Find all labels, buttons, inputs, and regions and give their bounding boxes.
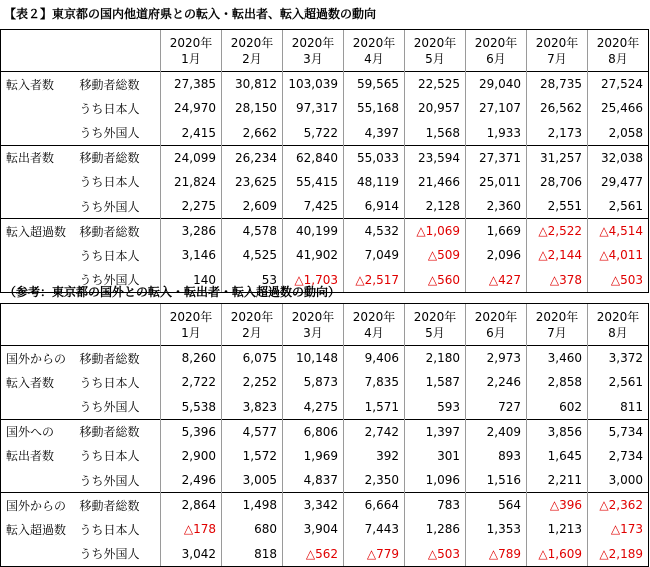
value-cell: 7,049	[344, 243, 405, 268]
value-cell: 20,957	[405, 96, 466, 121]
value-cell: 26,234	[222, 145, 283, 170]
value-cell: 4,275	[283, 395, 344, 420]
value-cell: 1,096	[405, 468, 466, 493]
month-header	[466, 304, 527, 346]
value-cell: 24,099	[161, 145, 222, 170]
header-year: 2020年	[230, 35, 274, 50]
header-year: 2020年	[596, 309, 640, 324]
value-cell: 7,425	[283, 194, 344, 219]
table2	[0, 303, 649, 567]
value-cell: 41,902	[283, 243, 344, 268]
value-cell: 3,904	[283, 517, 344, 542]
row-label: うち外国人	[79, 400, 140, 414]
header-corner	[1, 30, 161, 72]
value-cell: 29,040	[466, 72, 527, 97]
group-label	[1, 170, 75, 195]
table-row	[1, 395, 649, 420]
group-label: 国外からの	[1, 346, 75, 371]
value-cell: △1,609	[527, 542, 588, 567]
group-label: 転出者数	[1, 145, 75, 170]
value-cell: 7,443	[344, 517, 405, 542]
value-cell: 28,150	[222, 96, 283, 121]
value-cell: 9,406	[344, 346, 405, 371]
value-cell: △178	[161, 517, 222, 542]
table-row	[1, 419, 649, 444]
value-cell: 3,372	[588, 346, 649, 371]
value-cell: 593	[405, 395, 466, 420]
month-header	[588, 30, 649, 72]
value-cell: 1,933	[466, 121, 527, 146]
row-label: うち外国人	[75, 542, 161, 567]
value-cell: 6,806	[283, 419, 344, 444]
header-month: 6月	[486, 51, 506, 66]
value-cell: 3,005	[222, 468, 283, 493]
value-cell: 7,835	[344, 370, 405, 395]
value-cell: 2,252	[222, 370, 283, 395]
value-cell: △562	[283, 542, 344, 567]
value-cell: △2,517	[344, 268, 405, 293]
value-cell: 5,722	[283, 121, 344, 146]
value-cell: 6,075	[222, 346, 283, 371]
value-cell: 727	[466, 395, 527, 420]
value-cell: 818	[222, 542, 283, 567]
group-label: 転入超過数	[1, 517, 75, 542]
value-cell: 2,742	[344, 419, 405, 444]
value-cell: 301	[405, 444, 466, 469]
header-month: 4月	[364, 51, 384, 66]
value-cell: 25,466	[588, 96, 649, 121]
month-header	[405, 30, 466, 72]
value-cell: 1,645	[527, 444, 588, 469]
value-cell: 2,561	[588, 370, 649, 395]
value-cell: 602	[527, 395, 588, 420]
header-month: 4月	[364, 325, 384, 340]
header-year: 2020年	[352, 35, 396, 50]
table-row	[1, 346, 649, 371]
value-cell: 21,824	[161, 170, 222, 195]
table-row	[1, 219, 649, 244]
value-cell: 27,385	[161, 72, 222, 97]
value-cell: 2,360	[466, 194, 527, 219]
value-cell: 2,864	[161, 493, 222, 518]
group-label: 転入者数	[1, 72, 75, 97]
value-cell: 1,397	[405, 419, 466, 444]
header-year: 2020年	[413, 35, 457, 50]
value-cell: 22,525	[405, 72, 466, 97]
value-cell: 28,735	[527, 72, 588, 97]
group-label	[1, 468, 75, 493]
header-month: 3月	[303, 51, 323, 66]
value-cell: 48,119	[344, 170, 405, 195]
value-cell: △2,189	[588, 542, 649, 567]
value-cell: 40,199	[283, 219, 344, 244]
group-label	[1, 395, 75, 420]
value-cell: △1,703	[283, 268, 344, 293]
value-cell: △2,362	[588, 493, 649, 518]
value-cell: 1,571	[344, 395, 405, 420]
value-cell: 1,213	[527, 517, 588, 542]
value-cell: 1,587	[405, 370, 466, 395]
value-cell: △4,514	[588, 219, 649, 244]
value-cell: 3,000	[588, 468, 649, 493]
value-cell: 4,397	[344, 121, 405, 146]
value-cell: 4,578	[222, 219, 283, 244]
row-label: 移動者総数	[75, 493, 161, 518]
value-cell: 1,572	[222, 444, 283, 469]
value-cell: △396	[527, 493, 588, 518]
header-month: 3月	[303, 325, 323, 340]
value-cell: △779	[344, 542, 405, 567]
value-cell: 392	[344, 444, 405, 469]
header-year: 2020年	[291, 35, 335, 50]
value-cell: 1,969	[283, 444, 344, 469]
value-cell: △427	[466, 268, 527, 293]
value-cell: △1,069	[405, 219, 466, 244]
group-label	[1, 194, 75, 219]
table1-title: 【表２】東京都の国内他道府県との転入・転出者、転入超過数の動向	[4, 7, 377, 21]
month-header	[283, 30, 344, 72]
value-cell: 2,858	[527, 370, 588, 395]
month-header	[405, 304, 466, 346]
header-corner	[1, 304, 161, 346]
header-month: 6月	[486, 325, 506, 340]
value-cell: 2,058	[588, 121, 649, 146]
value-cell: 893	[466, 444, 527, 469]
value-cell: 1,498	[222, 493, 283, 518]
value-cell: 564	[466, 493, 527, 518]
value-cell: 97,317	[283, 96, 344, 121]
row-label: うち外国人	[79, 199, 140, 214]
value-cell: 2,409	[466, 419, 527, 444]
value-cell: 53	[222, 268, 283, 293]
header-year: 2020年	[413, 309, 457, 324]
header-month: 7月	[547, 51, 567, 66]
value-cell: 2,246	[466, 370, 527, 395]
value-cell: 6,664	[344, 493, 405, 518]
row-label: 移動者総数	[75, 72, 161, 97]
value-cell: 55,415	[283, 170, 344, 195]
table-row	[1, 170, 649, 195]
month-header	[161, 30, 222, 72]
table-row	[1, 468, 649, 493]
value-cell: 3,856	[527, 419, 588, 444]
table-row	[1, 370, 649, 395]
value-cell: △509	[405, 243, 466, 268]
header-row	[1, 30, 649, 72]
group-label	[1, 96, 75, 121]
value-cell: 1,568	[405, 121, 466, 146]
value-cell: 62,840	[283, 145, 344, 170]
header-year: 2020年	[535, 35, 579, 50]
month-header	[344, 304, 405, 346]
value-cell: 2,415	[161, 121, 222, 146]
value-cell: 811	[588, 395, 649, 420]
value-cell: 1,669	[466, 219, 527, 244]
value-cell: 2,180	[405, 346, 466, 371]
value-cell: 4,577	[222, 419, 283, 444]
value-cell: 27,107	[466, 96, 527, 121]
value-cell: 2,722	[161, 370, 222, 395]
header-year: 2020年	[474, 35, 518, 50]
month-header	[283, 304, 344, 346]
header-row	[1, 304, 649, 346]
value-cell: 27,371	[466, 145, 527, 170]
header-month: 1月	[181, 51, 201, 66]
table-row	[1, 145, 649, 170]
group-label	[1, 121, 75, 146]
value-cell: 5,873	[283, 370, 344, 395]
group-label	[1, 542, 75, 567]
month-header	[344, 30, 405, 72]
value-cell: 1,286	[405, 517, 466, 542]
value-cell: 103,039	[283, 72, 344, 97]
value-cell: 2,128	[405, 194, 466, 219]
value-cell: 680	[222, 517, 283, 542]
header-year: 2020年	[291, 309, 335, 324]
value-cell: 4,837	[283, 468, 344, 493]
row-label: 移動者総数	[75, 346, 161, 371]
header-year: 2020年	[169, 35, 213, 50]
header-month: 1月	[181, 325, 201, 340]
value-cell: 3,286	[161, 219, 222, 244]
value-cell: 31,257	[527, 145, 588, 170]
header-year: 2020年	[169, 309, 213, 324]
value-cell: 2,173	[527, 121, 588, 146]
value-cell: 2,211	[527, 468, 588, 493]
row-label: うち日本人	[79, 248, 140, 263]
group-label: 転入者数	[1, 370, 75, 395]
value-cell: △503	[588, 268, 649, 293]
table-row	[1, 542, 649, 567]
value-cell: △173	[588, 517, 649, 542]
month-header	[222, 304, 283, 346]
value-cell: 3,342	[283, 493, 344, 518]
table-row	[1, 121, 649, 146]
value-cell: 21,466	[405, 170, 466, 195]
month-header	[527, 304, 588, 346]
value-cell: 55,033	[344, 145, 405, 170]
table-row	[1, 72, 649, 97]
value-cell: 5,538	[161, 395, 222, 420]
header-month: 2月	[242, 325, 262, 340]
header-year: 2020年	[535, 309, 579, 324]
value-cell: 26,562	[527, 96, 588, 121]
value-cell: 4,525	[222, 243, 283, 268]
value-cell: 29,477	[588, 170, 649, 195]
header-year: 2020年	[230, 309, 274, 324]
table-row	[1, 96, 649, 121]
value-cell: △2,144	[527, 243, 588, 268]
value-cell: △560	[405, 268, 466, 293]
value-cell: 23,625	[222, 170, 283, 195]
header-year: 2020年	[474, 309, 518, 324]
row-label: うち外国人	[79, 126, 140, 140]
table-row	[1, 444, 649, 469]
table-row	[1, 194, 649, 219]
month-header	[588, 304, 649, 346]
header-month: 8月	[608, 51, 628, 66]
value-cell: 3,042	[161, 542, 222, 567]
row-label: 移動者総数	[75, 145, 161, 170]
row-label: うち日本人	[79, 175, 140, 190]
value-cell: △789	[466, 542, 527, 567]
group-label: 転入超過数	[1, 219, 75, 244]
row-label: うち日本人	[79, 101, 140, 116]
value-cell: 2,973	[466, 346, 527, 371]
row-label: うち外国人	[75, 268, 161, 293]
row-label: 移動者総数	[75, 419, 161, 444]
row-label: うち日本人	[79, 375, 140, 390]
value-cell: 2,551	[527, 194, 588, 219]
header-month: 8月	[608, 325, 628, 340]
month-header	[161, 304, 222, 346]
value-cell: 3,146	[161, 243, 222, 268]
table2-title: （参考：東京都の国外との転入・転出者・転入超過数の動向）	[4, 285, 341, 299]
value-cell: 27,524	[588, 72, 649, 97]
value-cell: 1,516	[466, 468, 527, 493]
value-cell: 2,900	[161, 444, 222, 469]
group-label: 国外からの	[1, 493, 75, 518]
group-label	[1, 243, 75, 268]
value-cell: 32,038	[588, 145, 649, 170]
value-cell: 10,148	[283, 346, 344, 371]
value-cell: 8,260	[161, 346, 222, 371]
value-cell: 2,275	[161, 194, 222, 219]
row-label: うち外国人	[79, 473, 140, 488]
month-header	[466, 30, 527, 72]
value-cell: △4,011	[588, 243, 649, 268]
value-cell: 1,353	[466, 517, 527, 542]
value-cell: 2,662	[222, 121, 283, 146]
value-cell: 5,396	[161, 419, 222, 444]
row-label: うち日本人	[79, 522, 140, 537]
group-label: 転出者数	[1, 444, 75, 469]
value-cell: 2,561	[588, 194, 649, 219]
value-cell: 24,970	[161, 96, 222, 121]
value-cell: 6,914	[344, 194, 405, 219]
value-cell: △503	[405, 542, 466, 567]
value-cell: 3,823	[222, 395, 283, 420]
value-cell: 2,496	[161, 468, 222, 493]
table-row	[1, 493, 649, 518]
value-cell: 55,168	[344, 96, 405, 121]
month-header	[222, 30, 283, 72]
value-cell: 30,812	[222, 72, 283, 97]
value-cell: △378	[527, 268, 588, 293]
header-month: 5月	[425, 51, 445, 66]
header-month: 2月	[242, 51, 262, 66]
value-cell: 2,734	[588, 444, 649, 469]
month-header	[527, 30, 588, 72]
table-row	[1, 517, 649, 542]
value-cell: 59,565	[344, 72, 405, 97]
value-cell: 28,706	[527, 170, 588, 195]
value-cell: 2,350	[344, 468, 405, 493]
table1	[0, 29, 649, 293]
header-year: 2020年	[352, 309, 396, 324]
value-cell: △2,522	[527, 219, 588, 244]
value-cell: 25,011	[466, 170, 527, 195]
header-month: 7月	[547, 325, 567, 340]
value-cell: 23,594	[405, 145, 466, 170]
value-cell: 140	[161, 268, 222, 293]
value-cell: 2,096	[466, 243, 527, 268]
value-cell: 3,460	[527, 346, 588, 371]
row-label: 移動者総数	[75, 219, 161, 244]
table-row	[1, 243, 649, 268]
group-label: 国外への	[1, 419, 75, 444]
value-cell: 4,532	[344, 219, 405, 244]
value-cell: 2,609	[222, 194, 283, 219]
header-year: 2020年	[596, 35, 640, 50]
row-label: うち日本人	[79, 449, 140, 464]
value-cell: 783	[405, 493, 466, 518]
header-month: 5月	[425, 325, 445, 340]
value-cell: 5,734	[588, 419, 649, 444]
